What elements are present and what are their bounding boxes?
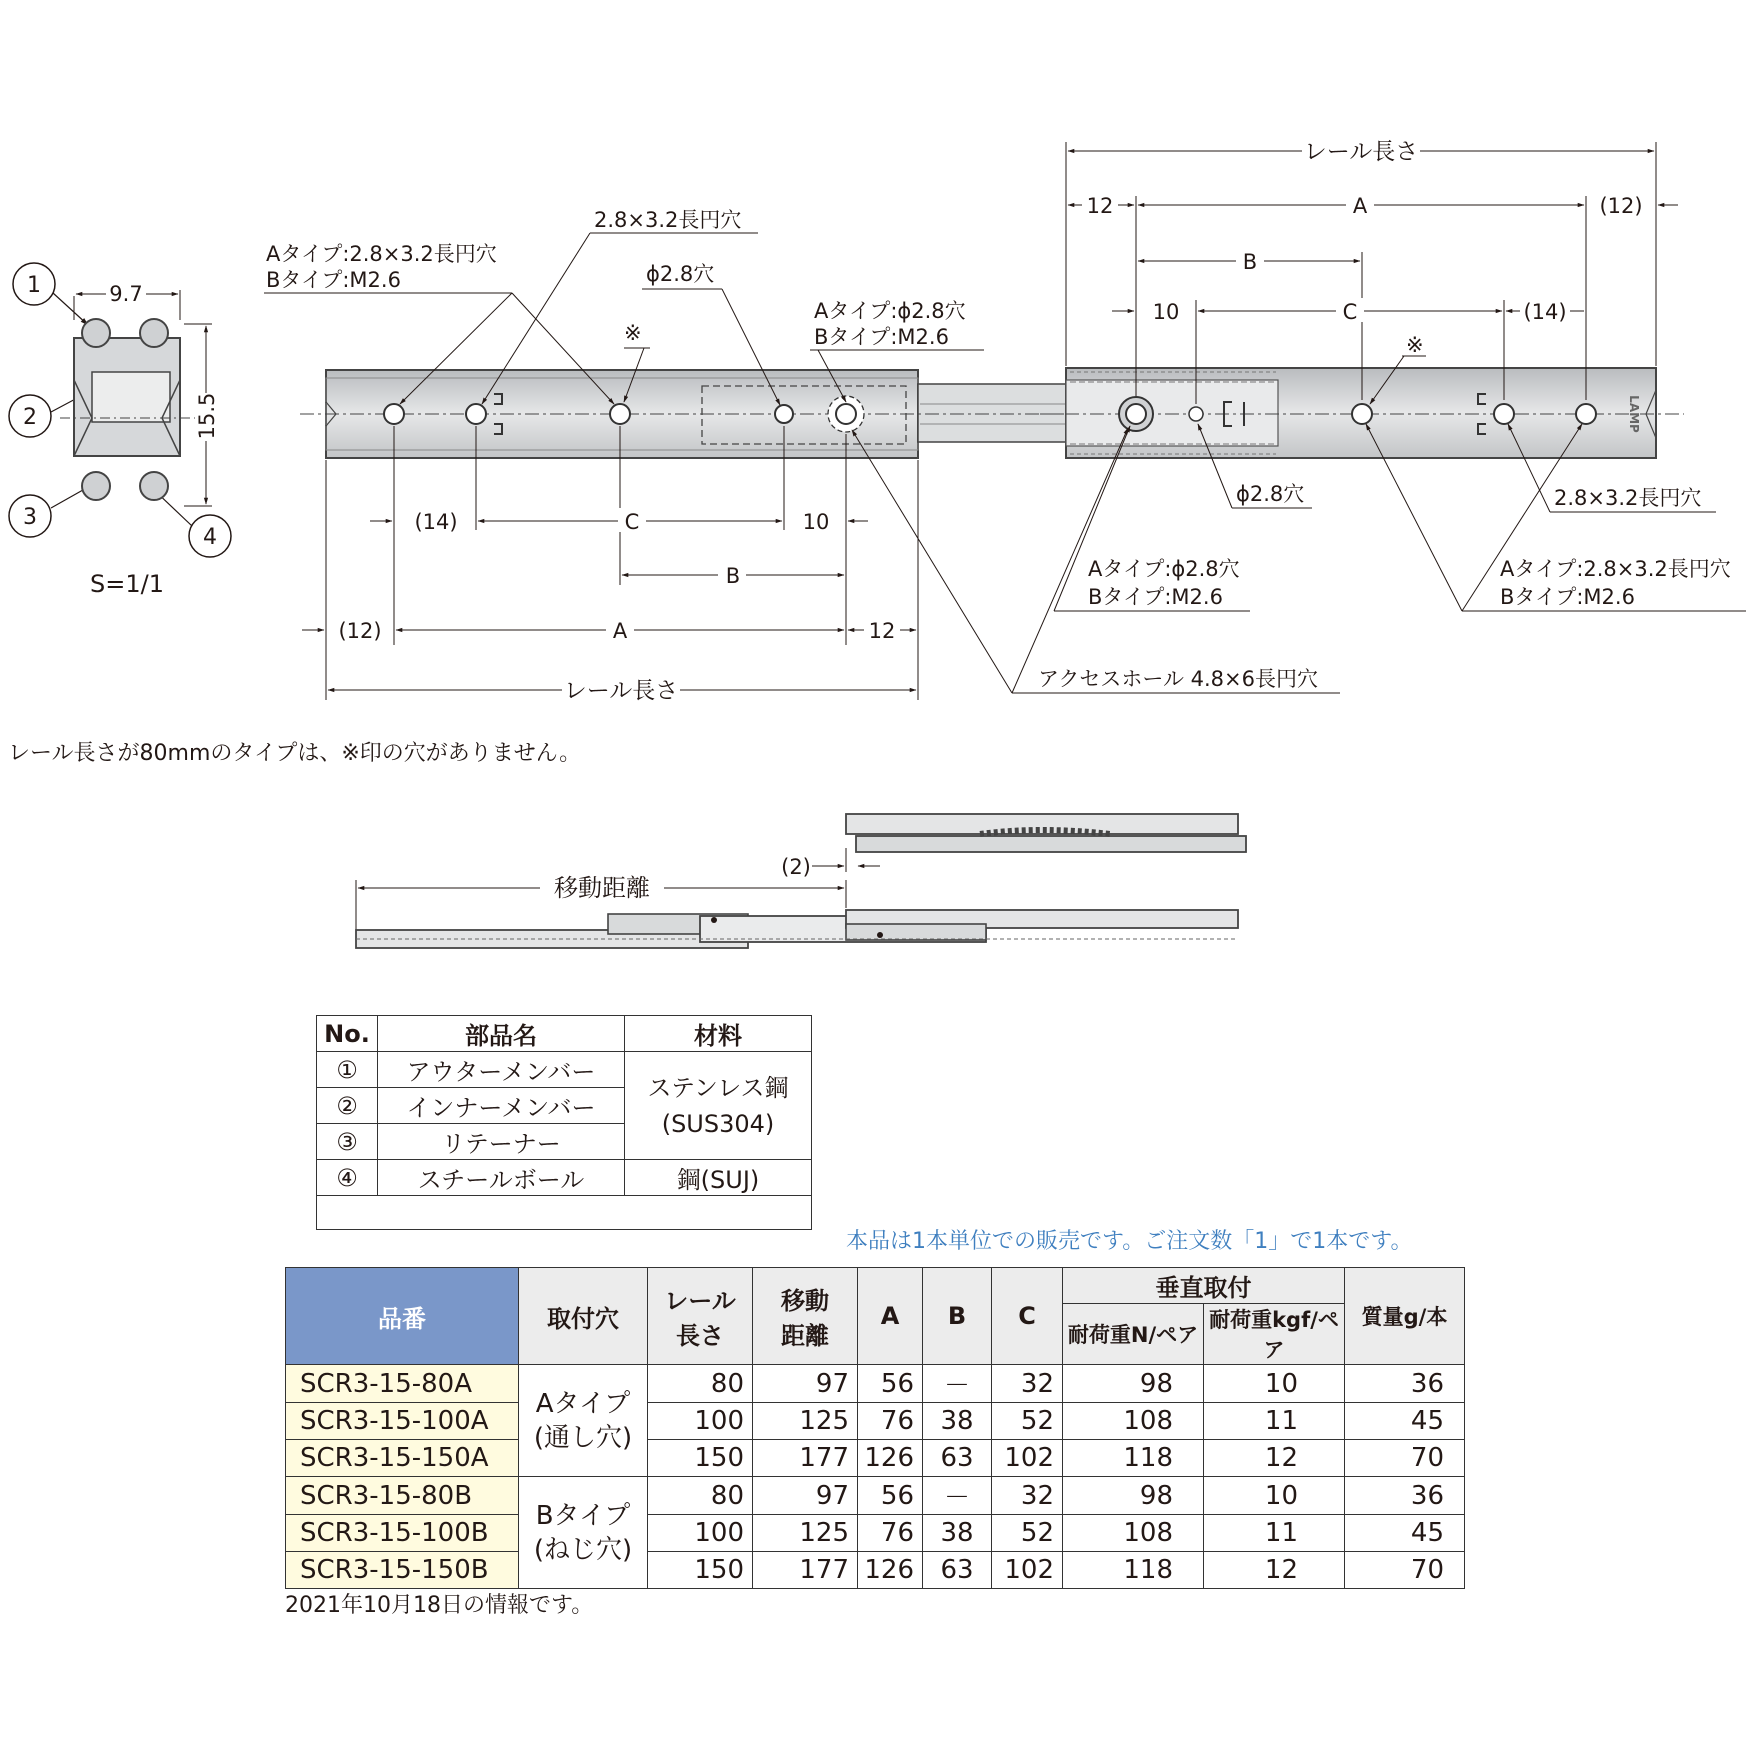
parts-no: ① (317, 1052, 378, 1088)
spec-cell: 32 (992, 1365, 1063, 1403)
spec-header-mount: 取付穴 (519, 1268, 648, 1365)
parts-name: インナーメンバー (378, 1088, 625, 1124)
spec-cell: 45 (1345, 1403, 1465, 1440)
right-label-slot: 2.8×3.2長円穴 (1554, 486, 1702, 510)
spec-cell: 150 (648, 1552, 753, 1589)
left-dim-12: 12 (868, 619, 896, 643)
left-label-ab-phi-a: Aタイプ:ϕ2.8穴 (814, 299, 966, 323)
parts-material-1 (625, 1052, 812, 1160)
spec-cell: 52 (992, 1515, 1063, 1552)
spec-cell: 11 (1204, 1403, 1345, 1440)
left-dim-12p: (12) (338, 619, 382, 643)
travel-gap: (2) (781, 855, 811, 879)
spec-cell: 56 (858, 1477, 923, 1515)
spec-cell: 125 (753, 1515, 858, 1552)
spec-cell: 10 (1204, 1477, 1345, 1515)
parts-name: アウターメンバー (378, 1052, 625, 1088)
spec-cell: 150 (648, 1440, 753, 1477)
spec-header-a: A (858, 1268, 923, 1365)
parts-name: リテーナー (378, 1124, 625, 1160)
spec-cell: 38 (923, 1515, 992, 1552)
spec-cell: 70 (1345, 1440, 1465, 1477)
spec-cell: 100 (648, 1515, 753, 1552)
spec-cell: 108 (1063, 1515, 1204, 1552)
spec-header-load-kgf: 耐荷重kgf/ペア (1204, 1304, 1345, 1365)
travel-line-2: 距離 (781, 1322, 829, 1350)
spec-header-length (648, 1268, 753, 1365)
travel-distance: 移動距離 (554, 874, 650, 902)
scale-label: S=1/1 (90, 570, 164, 598)
spec-cell: 32 (992, 1477, 1063, 1515)
note-80mm: レール長さが80mmのタイプは、※印の穴がありません。 (8, 741, 582, 766)
spec-table (285, 1267, 1465, 1589)
travel-line-1: 移動 (781, 1287, 829, 1315)
spec-cell: 126 (858, 1552, 923, 1589)
left-rail-view (264, 208, 1080, 704)
spec-model: SCR3-15-80B (286, 1477, 519, 1515)
lamp-logo: LAMP (1627, 395, 1641, 433)
right-label-ab-slot-b: Bタイプ:M2.6 (1500, 585, 1635, 609)
spec-cell: 177 (753, 1440, 858, 1477)
parts-header-name: 部品名 (378, 1016, 625, 1052)
spec-model: SCR3-15-150A (286, 1440, 519, 1477)
parts-row (317, 1160, 812, 1196)
spec-header-b: B (923, 1268, 992, 1365)
parts-no: ② (317, 1088, 378, 1124)
spec-header-travel (753, 1268, 858, 1365)
spec-cell: 118 (1063, 1552, 1204, 1589)
spec-cell: － (923, 1477, 992, 1515)
svg-text:4: 4 (203, 525, 217, 550)
left-dim-b: B (725, 564, 741, 588)
svg-text:3: 3 (23, 505, 37, 530)
left-dim-10: 10 (802, 510, 830, 534)
parts-header-material: 材料 (625, 1016, 812, 1052)
spec-header-vertical: 垂直取付 (1063, 1268, 1345, 1304)
spec-cell: 108 (1063, 1403, 1204, 1440)
length-line-2: 長さ (676, 1322, 724, 1350)
parts-no: ④ (317, 1160, 378, 1196)
spec-cell: 38 (923, 1403, 992, 1440)
left-dim-c: C (624, 510, 640, 534)
right-dim-12p: (12) (1599, 194, 1643, 218)
callout-4 (152, 488, 231, 557)
right-dim-14: (14) (1523, 300, 1567, 324)
right-mark: ※ (1406, 333, 1424, 357)
left-dim-length: レール長さ (563, 678, 679, 704)
spec-cell: 12 (1204, 1552, 1345, 1589)
right-dim-length: レール長さ (1303, 139, 1419, 165)
spec-cell: 36 (1345, 1365, 1465, 1403)
info-date: 2021年10月18日の情報です。 (285, 1593, 594, 1618)
type-b-line-2: (ねじ穴) (533, 1534, 633, 1565)
parts-name: スチールボール (378, 1160, 625, 1196)
spec-cell: 63 (923, 1440, 992, 1477)
spec-header-c: C (992, 1268, 1063, 1365)
spec-row (286, 1477, 1465, 1515)
sale-note: 本品は1本単位での販売です。ご注文数「1」で1本です。 (846, 1229, 1413, 1254)
spec-row (286, 1515, 1465, 1552)
right-dim-a: A (1352, 194, 1368, 218)
spec-type-b (519, 1477, 648, 1589)
svg-text:9.7: 9.7 (109, 282, 143, 306)
spec-cell: 45 (1345, 1515, 1465, 1552)
spec-cell: 98 (1063, 1365, 1204, 1403)
right-dim-c: C (1342, 300, 1358, 324)
spec-cell: 118 (1063, 1440, 1204, 1477)
spec-cell: 70 (1345, 1552, 1465, 1589)
spec-model: SCR3-15-80A (286, 1365, 519, 1403)
material-line-1: ステンレス鋼 (647, 1073, 789, 1102)
left-mark: ※ (624, 321, 642, 345)
access-hole-label: アクセスホール 4.8×6長円穴 (1038, 667, 1318, 691)
spec-cell: － (923, 1365, 992, 1403)
length-line-1: レール (664, 1287, 736, 1315)
spec-cell: 11 (1204, 1515, 1345, 1552)
spec-cell: 125 (753, 1403, 858, 1440)
spec-cell: 36 (1345, 1477, 1465, 1515)
spec-cell: 56 (858, 1365, 923, 1403)
material-line-2: (SUS304) (661, 1109, 775, 1138)
left-label-ab-phi-b: Bタイプ:M2.6 (814, 325, 949, 349)
spec-model: SCR3-15-150B (286, 1552, 519, 1589)
spec-header-mass: 質量g/本 (1345, 1268, 1465, 1365)
right-label-ab-phi-a: Aタイプ:ϕ2.8穴 (1088, 557, 1240, 581)
spec-header-load-n: 耐荷重N/ペア (1063, 1304, 1204, 1365)
spec-row (286, 1440, 1465, 1477)
spec-cell: 97 (753, 1477, 858, 1515)
type-a-line-1: Aタイプ (535, 1388, 631, 1419)
spec-cell: 100 (648, 1403, 753, 1440)
spec-cell: 177 (753, 1552, 858, 1589)
left-label-slot: 2.8×3.2長円穴 (594, 208, 742, 232)
parts-table (316, 1015, 812, 1230)
parts-row-empty (317, 1196, 812, 1230)
spec-cell: 52 (992, 1403, 1063, 1440)
spec-model: SCR3-15-100B (286, 1515, 519, 1552)
spec-row (286, 1365, 1465, 1403)
parts-no: ③ (317, 1124, 378, 1160)
left-label-phi: ϕ2.8穴 (646, 262, 715, 286)
parts-material-2: 鋼(SUJ) (625, 1160, 812, 1196)
left-label-ab-slot-a: Aタイプ:2.8×3.2長円穴 (266, 242, 497, 266)
spec-row (286, 1552, 1465, 1589)
right-label-ab-slot-a: Aタイプ:2.8×3.2長円穴 (1500, 557, 1731, 581)
spec-cell: 102 (992, 1552, 1063, 1589)
spec-cell: 80 (648, 1477, 753, 1515)
parts-row (317, 1052, 812, 1088)
svg-text:1: 1 (27, 273, 41, 298)
svg-text:15.5: 15.5 (195, 392, 219, 440)
right-label-ab-phi-b: Bタイプ:M2.6 (1088, 585, 1223, 609)
spec-cell: 10 (1204, 1365, 1345, 1403)
right-dim-10: 10 (1152, 300, 1180, 324)
spec-cell: 12 (1204, 1440, 1345, 1477)
cross-section (9, 263, 231, 598)
spec-cell: 76 (858, 1403, 923, 1440)
left-label-ab-slot-b: Bタイプ:M2.6 (266, 268, 401, 292)
travel-diagram (356, 814, 1246, 948)
spec-cell: 126 (858, 1440, 923, 1477)
type-a-line-2: (通し穴) (533, 1422, 633, 1453)
spec-cell: 98 (1063, 1477, 1204, 1515)
right-dim-12: 12 (1086, 194, 1114, 218)
spec-row (286, 1403, 1465, 1440)
spec-cell: 97 (753, 1365, 858, 1403)
spec-cell: 63 (923, 1552, 992, 1589)
right-dim-b: B (1242, 250, 1258, 274)
spec-cell: 80 (648, 1365, 753, 1403)
spec-cell: 76 (858, 1515, 923, 1552)
left-dim-a: A (612, 619, 628, 643)
type-b-line-1: Bタイプ (535, 1500, 631, 1531)
spec-header-model: 品番 (286, 1268, 519, 1365)
right-label-phi: ϕ2.8穴 (1236, 482, 1305, 506)
spec-model: SCR3-15-100A (286, 1403, 519, 1440)
svg-text:2: 2 (23, 405, 37, 430)
left-dim-14: (14) (414, 510, 458, 534)
spec-type-a (519, 1365, 648, 1477)
parts-empty-cell (317, 1196, 812, 1230)
parts-header-no: No. (317, 1016, 378, 1052)
callout-3 (9, 486, 90, 537)
spec-cell: 102 (992, 1440, 1063, 1477)
